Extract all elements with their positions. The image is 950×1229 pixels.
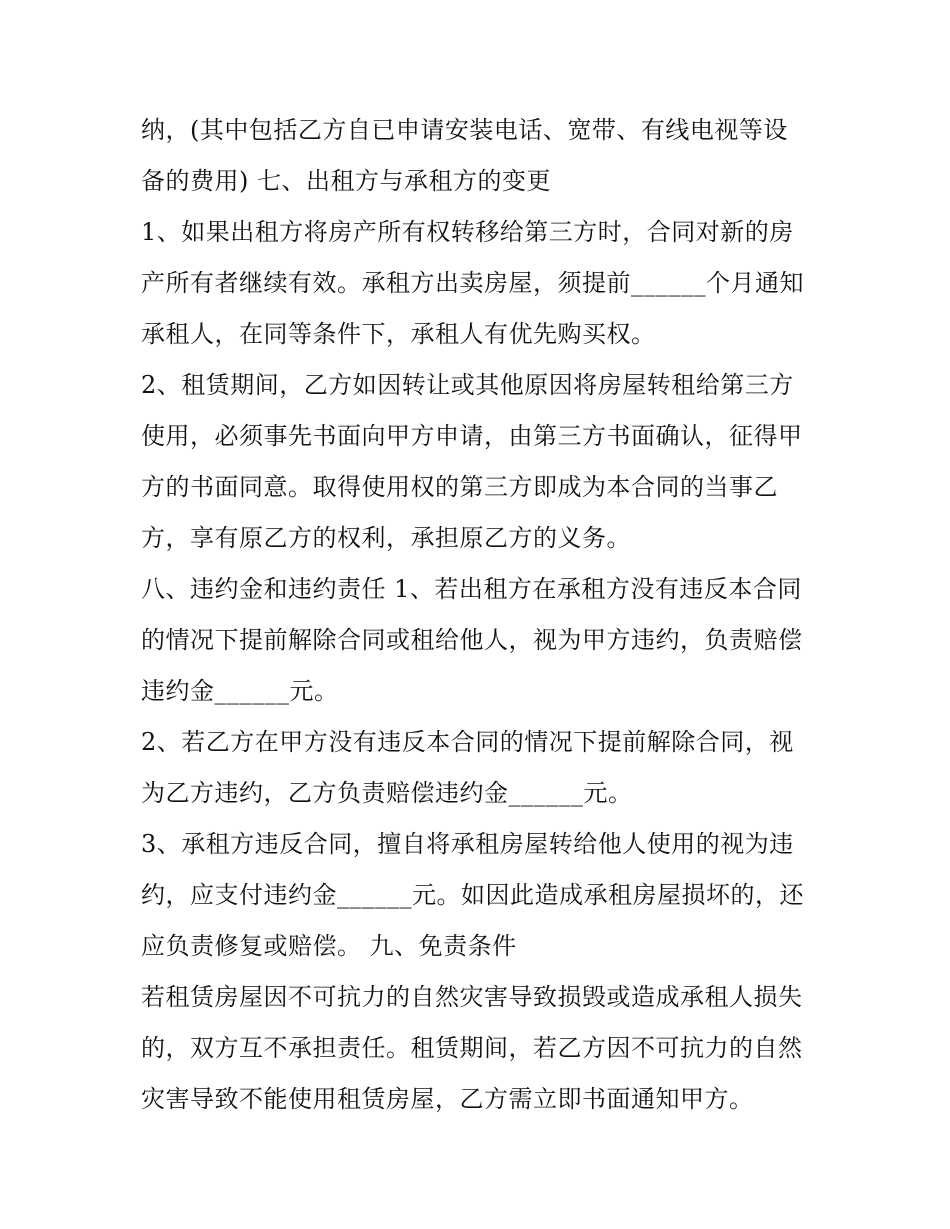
text-line: 的情况下提前解除合同或租给他人，视为甲方违约，负责赔偿	[141, 626, 803, 654]
text-line: 灾害导致不能使用租赁房屋，乙方需立即书面通知甲方。	[141, 1085, 754, 1113]
text-line: 为乙方违约，乙方负责赔偿违约金______元。	[141, 779, 633, 807]
text-line: 产所有者继续有效。承租方出卖房屋，须提前______个月通知	[141, 269, 804, 297]
text-line: 纳，(其中包括乙方自已申请安装电话、宽带、有线电视等设	[141, 116, 788, 144]
text-line: 约，应支付违约金______元。如因此造成承租房屋损坏的，还	[141, 881, 804, 909]
text-line: 使用，必须事先书面向甲方申请，由第三方书面确认，征得甲	[141, 422, 803, 450]
text-line: 方，享有原乙方的权利，承担原乙方的义务。	[141, 524, 631, 552]
text-line: 备的费用) 七、出租方与承租方的变更	[141, 167, 551, 195]
text-line: 方的书面同意。取得使用权的第三方即成为本合同的当事乙	[141, 473, 778, 501]
text-line: 承租人，在同等条件下，承租人有优先购买权。	[141, 320, 656, 348]
text-line: 八、违约金和违约责任 1、若出租方在承租方没有违反本合同	[141, 575, 802, 603]
text-line: 应负责修复或赔偿。 九、免责条件	[141, 932, 517, 960]
text-line: 3、承租方违反合同，擅自将承租房屋转给他人使用的视为违	[141, 830, 794, 858]
text-line: 的，双方互不承担责任。租赁期间，若乙方因不可抗力的自然	[141, 1034, 803, 1062]
text-line: 2、若乙方在甲方没有违反本合同的情况下提前解除合同，视	[141, 728, 794, 756]
contract-text	[141, 109, 821, 1129]
text-line: 2、租赁期间，乙方如因转让或其他原因将房屋转租给第三方	[141, 371, 794, 399]
text-line: 若租赁房屋因不可抗力的自然灾害导致损毁或造成承租人损失	[141, 983, 803, 1011]
text-line: 1、如果出租方将房产所有权转移给第三方时，合同对新的房	[141, 218, 794, 246]
text-line: 违约金______元。	[141, 677, 339, 705]
